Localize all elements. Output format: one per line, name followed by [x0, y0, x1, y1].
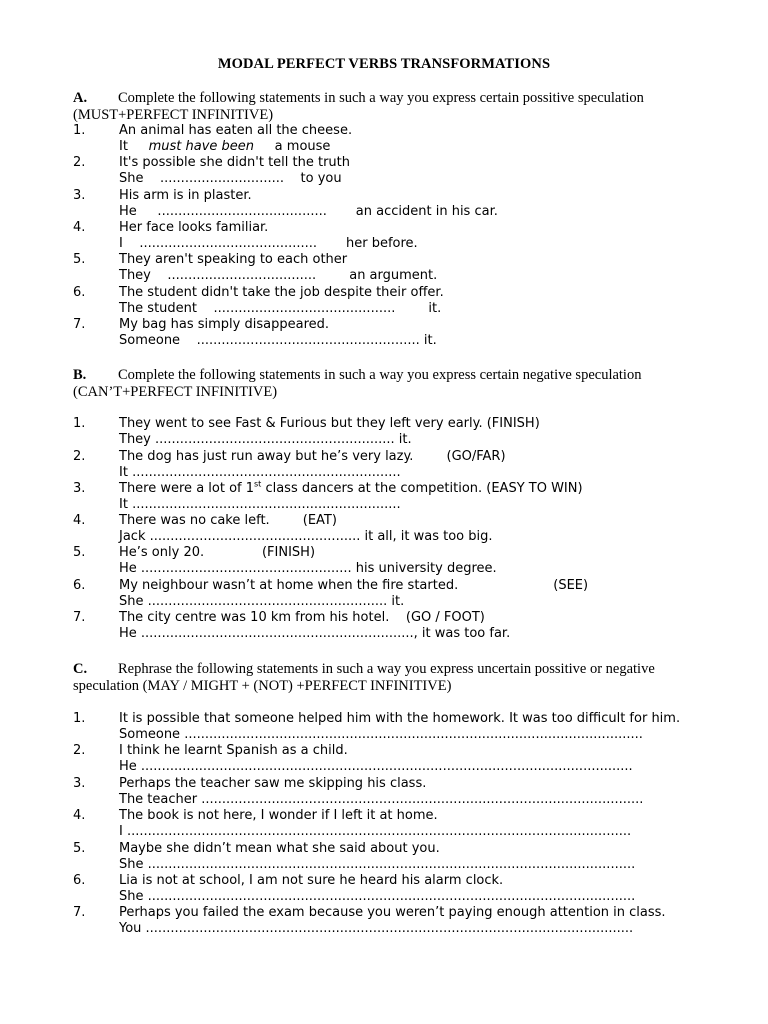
item-answer-line: They .................................... an argument. — [119, 268, 438, 284]
section-letter: B. — [73, 367, 87, 383]
item-number: 1. — [73, 123, 86, 138]
item-number: 2. — [73, 155, 86, 170]
item-answer-line: Someone ...................................................... it. — [119, 333, 437, 349]
section-instruction: Rephrase the following statements in such a way you express uncertain possitive or negative — [118, 661, 655, 677]
item-statement: His arm is in plaster. — [119, 188, 252, 203]
item-statement: The city centre was 10 km from his hotel. (GO / FOOT) — [119, 610, 485, 625]
item-statement: Her face looks familiar. — [119, 220, 269, 235]
item-answer-line: He .................................................................., it was too far. — [119, 626, 511, 642]
list-item — [73, 610, 713, 642]
item-number: 5. — [73, 252, 86, 267]
example-answer: must have been — [148, 139, 255, 155]
item-answer-line: She ...................................................................................................................... — [119, 889, 636, 905]
item-answer-line: Someone ............................................................................................................... — [119, 727, 643, 743]
item-answer-line: I ........................................... her before. — [119, 236, 418, 252]
item-statement: They aren't speaking to each other — [119, 252, 348, 267]
item-statement: I think he learnt Spanish as a child. — [119, 743, 348, 758]
section-letter: A. — [73, 90, 88, 106]
section-instruction: Complete the following statements in such a way you express certain negative speculation — [118, 367, 642, 383]
item-statement: Maybe she didn’t mean what she said about you. — [119, 841, 440, 856]
item-number: 7. — [73, 905, 86, 920]
item-statement: There was no cake left. (EAT) — [119, 513, 337, 528]
item-answer-line: She .......................................................... it. — [119, 594, 405, 610]
list-item — [73, 252, 713, 284]
list-item — [73, 416, 713, 448]
item-number: 7. — [73, 317, 86, 332]
section-instruction: Complete the following statements in such a way you express certain possitive speculation — [118, 90, 644, 106]
item-statement: Perhaps you failed the exam because you weren’t paying enough attention in class. — [119, 905, 666, 920]
item-statement: He’s only 20. (FINISH) — [119, 545, 316, 560]
list-item — [73, 808, 713, 840]
item-answer-line: He ....................................................................................................................... — [119, 759, 633, 775]
answer-prefix: It — [119, 139, 149, 155]
item-number: 3. — [73, 481, 86, 496]
item-answer-line: The student ............................................ it. — [119, 301, 442, 317]
list-item — [73, 285, 713, 317]
list-item — [73, 220, 713, 252]
list-item — [73, 776, 713, 808]
item-answer-line: You ...................................................................................................................... — [119, 921, 634, 937]
list-item — [73, 188, 713, 220]
statement-part: class dancers at the competition. (EASY TO WIN) — [261, 481, 583, 496]
item-answer-line — [119, 139, 713, 155]
item-number: 6. — [73, 578, 86, 593]
list-item — [73, 873, 713, 905]
item-answer-line: Jack ................................................... it all, it was too big. — [119, 529, 493, 545]
item-number: 7. — [73, 610, 86, 625]
item-statement: The book is not here, I wonder if I left it at home. — [119, 808, 438, 823]
item-answer-line: He ......................................... an accident in his car. — [119, 204, 498, 220]
section-b-header — [73, 367, 713, 401]
section-a-header — [73, 90, 713, 124]
list-item — [73, 155, 713, 187]
answer-suffix: a mouse — [254, 139, 331, 155]
item-number: 3. — [73, 776, 86, 791]
item-statement: It is possible that someone helped him with the homework. It was too difficult for him. — [119, 711, 681, 726]
item-statement: Perhaps the teacher saw me skipping his class. — [119, 776, 427, 791]
item-answer-line: The teacher ........................................................................................................... — [119, 792, 644, 808]
page-title: MODAL PERFECT VERBS TRANSFORMATIONS — [217, 56, 551, 72]
item-statement: My neighbour wasn’t at home when the fire started. (SEE) — [119, 578, 589, 593]
item-statement: It's possible she didn't tell the truth — [119, 155, 351, 170]
item-number: 1. — [73, 711, 86, 726]
item-answer-line: It ................................................................. — [119, 465, 401, 481]
ordinal-suffix: st — [254, 479, 262, 489]
section-instruction-2: (CAN’T+PERFECT INFINITIVE) — [73, 384, 278, 400]
list-item — [73, 545, 713, 577]
item-number: 2. — [73, 743, 86, 758]
list-item — [73, 711, 713, 743]
item-statement: An animal has eaten all the cheese. — [119, 123, 353, 138]
list-item — [73, 449, 713, 481]
item-statement: They went to see Fast & Furious but they left very early. (FINISH) — [119, 416, 540, 431]
list-item — [73, 317, 713, 349]
list-item — [73, 513, 713, 545]
list-item — [73, 578, 713, 610]
list-item — [73, 743, 713, 775]
item-answer-line: It ................................................................. — [119, 497, 401, 513]
item-number: 6. — [73, 285, 86, 300]
section-instruction-2: (MUST+PERFECT INFINITIVE) — [73, 107, 274, 123]
section-letter: C. — [73, 661, 88, 677]
item-number: 5. — [73, 841, 86, 856]
item-number: 4. — [73, 220, 86, 235]
list-item — [73, 905, 713, 937]
item-answer-line: She ...................................................................................................................... — [119, 857, 636, 873]
item-statement — [119, 481, 713, 497]
item-number: 4. — [73, 513, 86, 528]
item-answer-line: He ................................................... his university degree. — [119, 561, 497, 577]
list-item — [73, 481, 713, 513]
list-item — [73, 123, 713, 155]
item-answer-line: I .......................................................................................................................... — [119, 824, 632, 840]
item-number: 5. — [73, 545, 86, 560]
section-c-header — [73, 661, 713, 695]
item-statement: The dog has just run away but he’s very lazy. (GO/FAR) — [119, 449, 506, 464]
item-statement: My bag has simply disappeared. — [119, 317, 330, 332]
statement-part: There were a lot of 1 — [119, 481, 255, 496]
item-statement: The student didn't take the job despite their offer. — [119, 285, 444, 300]
item-number: 3. — [73, 188, 86, 203]
item-answer-line: She .............................. to you — [119, 171, 342, 187]
item-number: 1. — [73, 416, 86, 431]
item-number: 2. — [73, 449, 86, 464]
section-instruction-2: speculation (MAY / MIGHT + (NOT) +PERFECT INFINITIVE) — [73, 678, 452, 694]
list-item — [73, 841, 713, 873]
item-number: 6. — [73, 873, 86, 888]
item-answer-line: They .......................................................... it. — [119, 432, 412, 448]
item-number: 4. — [73, 808, 86, 823]
item-statement: Lia is not at school, I am not sure he heard his alarm clock. — [119, 873, 504, 888]
